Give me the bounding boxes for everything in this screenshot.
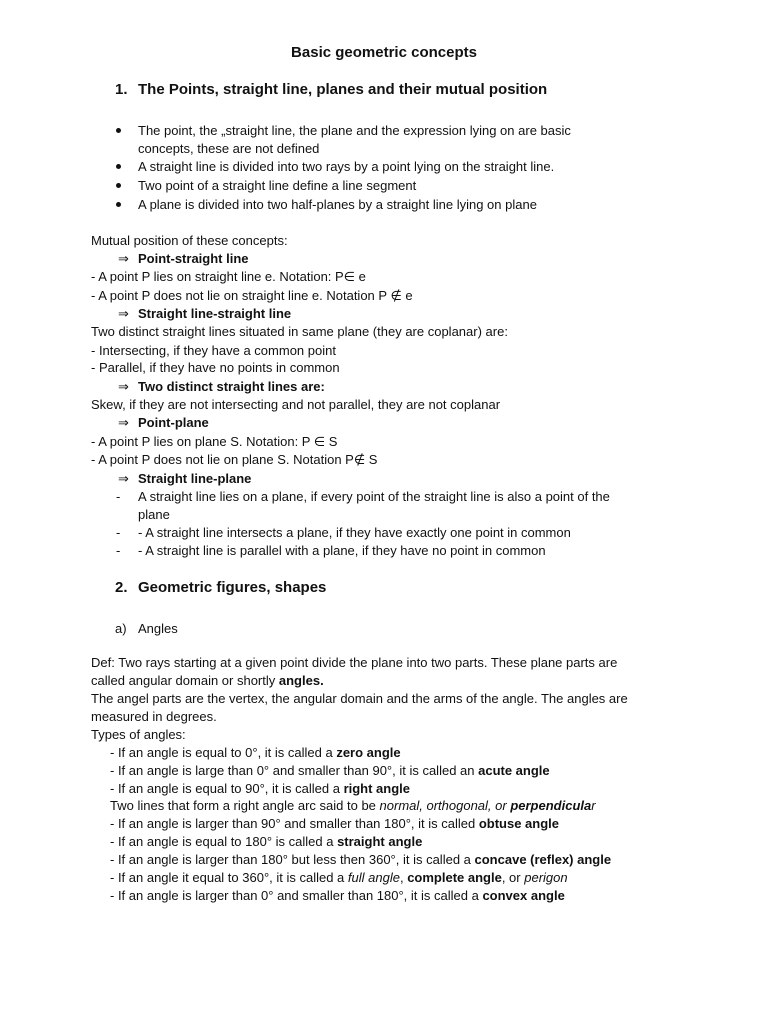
perpendicular-note: Two lines that form a right angle arc said to be normal, orthogonal, or perpendicular (110, 798, 596, 813)
line-line-item-2: - Parallel, if they have no points in common (91, 360, 340, 375)
line-plane-heading: Straight line-plane (138, 471, 252, 486)
distinct-lines-subheading (118, 378, 325, 396)
dash-marker: - (116, 543, 121, 558)
angle-type-acute: - If an angle is large than 0° and smaller than 90°, it is called an acute angle (110, 763, 550, 778)
angle-type-concave: - If an angle is larger than 180° but less then 360°, it is called a concave (reflex) angle (110, 852, 612, 867)
bullet-icon (116, 202, 121, 207)
line-plane-item-2: - A straight line intersects a plane, if they have exactly one point in common (138, 525, 571, 540)
parts-line-1: The angel parts are the vertex, the angular domain and the arms of the angle. The angles are (91, 691, 628, 706)
point-plane-subheading (118, 414, 209, 432)
distinct-lines-heading: Two distinct straight lines are: (138, 379, 325, 394)
line-line-subheading (118, 305, 291, 323)
types-intro: Types of angles: (91, 727, 186, 742)
definition-line-2: called angular domain or shortly angles. (91, 673, 324, 688)
angle-type-full: - If an angle it equal to 360°, it is called a full angle, complete angle, or perigon (110, 870, 568, 885)
implies-arrow-icon: ⇒ (118, 415, 129, 430)
implies-arrow-icon: ⇒ (118, 471, 129, 486)
point-line-subheading (118, 250, 249, 268)
point-plane-item-2: - A point P does not lie on plane S. Notation P∉ S (91, 452, 378, 467)
line-plane-item-3: - A straight line is parallel with a plane, if they have no point in common (138, 543, 546, 558)
parts-line-2: measured in degrees. (91, 709, 217, 724)
bullet-item-3: Two point of a straight line define a line segment (138, 178, 417, 193)
implies-arrow-icon: ⇒ (118, 379, 129, 394)
section-1-number: 1. (115, 81, 128, 98)
bullet-item-2: A straight line is divided into two rays by a point lying on the straight line. (138, 159, 555, 174)
bullet-item-1-line1: The point, the „straight line, the plane and the expression lying on are basic (138, 123, 571, 138)
angle-type-obtuse: - If an angle is larger than 90° and smaller than 180°, it is called obtuse angle (110, 816, 560, 831)
line-plane-subheading (118, 470, 251, 488)
point-line-heading: Point-straight line (138, 251, 249, 266)
angle-type-zero: - If an angle is equal to 0°, it is called a zero angle (110, 745, 401, 760)
mutual-intro: Mutual position of these concepts: (91, 233, 288, 248)
page-title: Basic geometric concepts (291, 44, 477, 61)
distinct-lines-text: Skew, if they are not intersecting and not parallel, they are not coplanar (91, 397, 501, 412)
dash-marker: - (116, 525, 121, 540)
section-1-heading: The Points, straight line, planes and their mutual position (138, 81, 548, 98)
angle-type-straight: - If an angle is equal to 180° is called a straight angle (110, 834, 423, 849)
bullet-item-1-line2: concepts, these are not defined (138, 141, 320, 156)
implies-arrow-icon: ⇒ (118, 306, 129, 321)
line-line-heading: Straight line-straight line (138, 306, 292, 321)
subsection-label: a) (115, 621, 127, 636)
section-2-heading: Geometric figures, shapes (138, 579, 327, 596)
section-2-number: 2. (115, 579, 128, 596)
line-line-intro: Two distinct straight lines situated in same plane (they are coplanar) are: (91, 324, 508, 339)
point-line-item-2: - A point P does not lie on straight line e. Notation P ∉ e (91, 288, 413, 303)
subsection-heading: Angles (138, 621, 178, 636)
angle-type-right: - If an angle is equal to 90°, it is called a right angle (110, 781, 411, 796)
point-plane-item-1: - A point P lies on plane S. Notation: P ∈ S (91, 434, 338, 449)
implies-arrow-icon: ⇒ (118, 251, 129, 266)
dash-marker: - (116, 489, 121, 504)
line-plane-item-1-line1: A straight line lies on a plane, if every point of the straight line is also a point of the (138, 489, 610, 504)
bullet-icon (116, 164, 121, 169)
point-line-item-1: - A point P lies on straight line e. Notation: P∈ e (91, 269, 366, 284)
definition-line-1: Def: Two rays starting at a given point divide the plane into two parts. These plane parts are (91, 655, 618, 670)
angle-type-convex: - If an angle is larger than 0° and smaller than 180°, it is called a convex angle (110, 888, 565, 903)
bullet-item-4: A plane is divided into two half-planes by a straight line lying on plane (138, 197, 537, 212)
point-plane-heading: Point-plane (138, 415, 209, 430)
bullet-icon (116, 128, 121, 133)
line-line-item-1: - Intersecting, if they have a common point (91, 343, 336, 358)
bullet-icon (116, 183, 121, 188)
line-plane-item-1-line2: plane (138, 507, 170, 522)
